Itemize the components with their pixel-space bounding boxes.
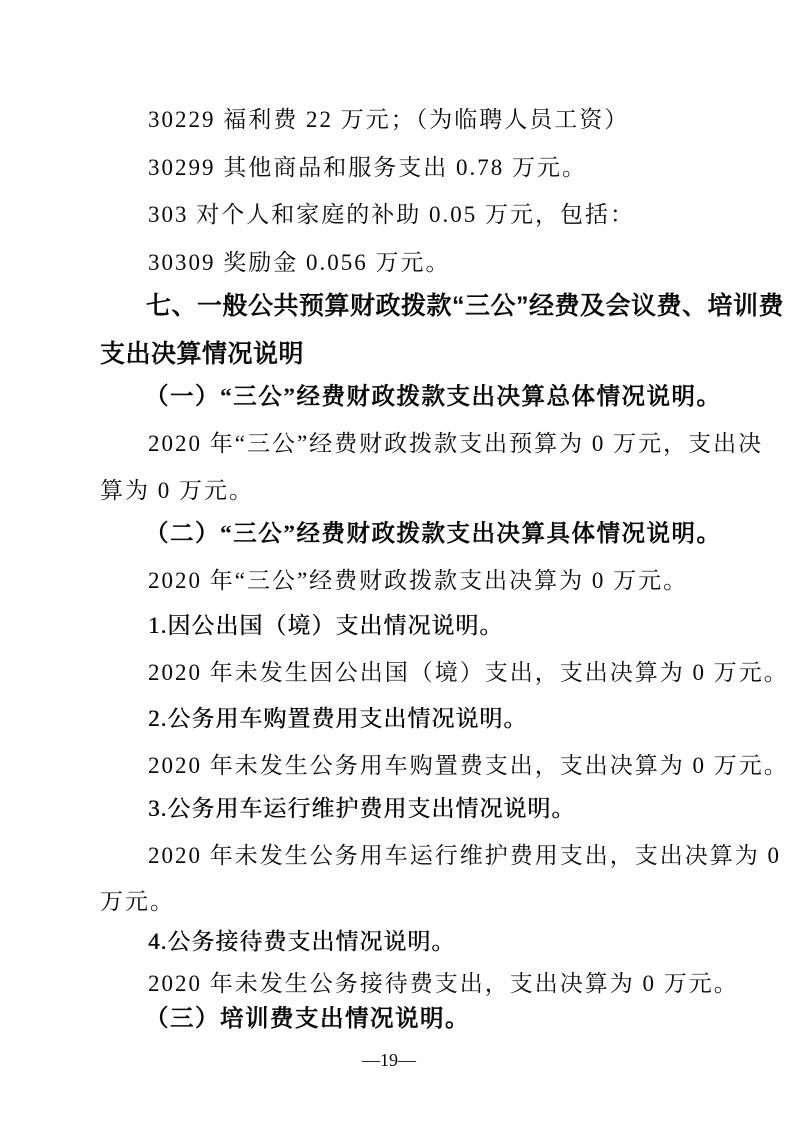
body-line: 30299 其他商品和服务支出 0.78 万元。 (148, 155, 587, 180)
page-number: —19— (362, 1050, 416, 1070)
body-line: 303 对个人和家庭的补助 0.05 万元，包括： (148, 202, 635, 227)
numbered-item-heading: 4.公务接待费支出情况说明。 (148, 929, 456, 954)
numbered-item-heading: 1.因公出国（境）支出情况说明。 (148, 613, 504, 638)
body-line: 2020 年“三公”经费财政拨款支出决算为 0 万元。 (148, 568, 689, 593)
body-line: 2020 年未发生公务接待费支出，支出决算为 0 万元。 (148, 971, 739, 996)
body-line: 30309 奖励金 0.056 万元。 (148, 250, 451, 275)
numbered-item-heading: 2.公务用车购置费用支出情况说明。 (148, 706, 528, 731)
body-line: 2020 年“三公”经费财政拨款支出预算为 0 万元，支出决 (148, 431, 764, 456)
subsection-heading: （一）“三公”经费财政拨款支出决算总体情况说明。 (145, 384, 722, 410)
body-line: 30229 福利费 22 万元；（为临聘人员工资） (148, 107, 630, 132)
section-heading-line: 支出决算情况说明 (100, 340, 305, 368)
section-heading-line: 七、一般公共预算财政拨款“三公”经费及会议费、培训费 (146, 292, 785, 320)
body-line: 2020 年未发生公务用车购置费支出，支出决算为 0 万元。 (148, 753, 789, 778)
body-line: 2020 年未发生公务用车运行维护费用支出，支出决算为 0 (148, 843, 781, 868)
subsection-heading: （三）培训费支出情况说明。 (145, 1006, 470, 1032)
body-line: 算为 0 万元。 (100, 478, 254, 503)
subsection-heading: （二）“三公”经费财政拨款支出决算具体情况说明。 (145, 521, 722, 547)
body-line: 万元。 (100, 889, 175, 914)
numbered-item-heading: 3.公务用车运行维护费用支出情况说明。 (148, 796, 576, 821)
body-line: 2020 年未发生因公出国（境）支出，支出决算为 0 万元。 (148, 660, 789, 685)
